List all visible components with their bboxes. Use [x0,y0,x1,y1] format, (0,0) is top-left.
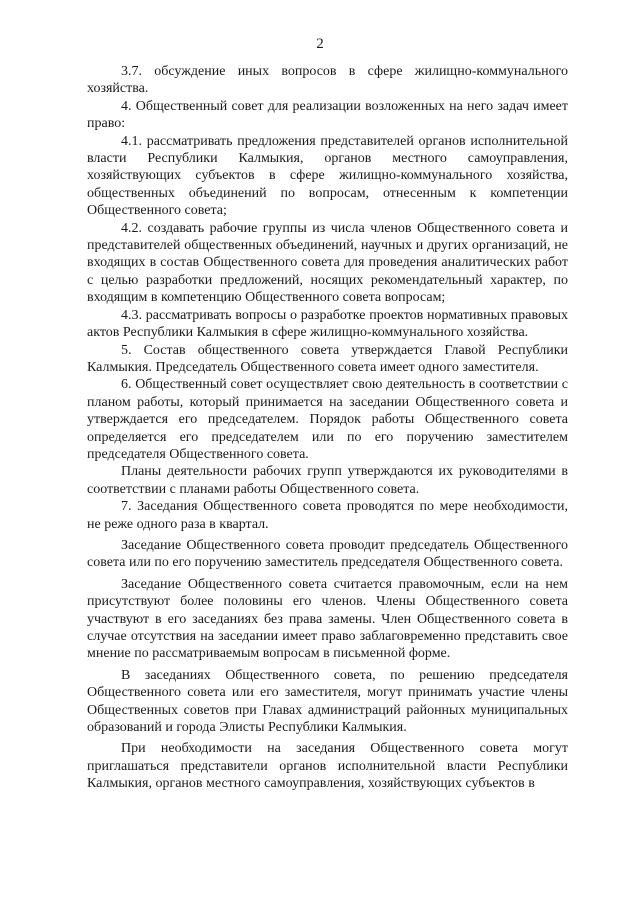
paragraph-invited-representatives: При необходимости на заседания Общественного совета могут приглашаться представители органов исполнительной власти Республики Калмыкия, органов местного самоуправления, хозяйствующих субъектов в [87,741,568,792]
paragraph-7: 7. Заседания Общественного совета проводятся по мере необходимости, не реже одного раза в квартал. [87,499,568,532]
paragraph-quorum: Заседание Общественного совета считается правомочным, если на нем присутствуют более половины его членов. Члены Общественного совета участвуют в его заседаниях без права замены. Член Общественного совета в случае отсутствия на заседании имеет право заблаговременно представить свое мнение по рассматриваемым вопросам в письменной форме. [87,576,568,662]
paragraph-5: 5. Состав общественного совета утверждается Главой Республики Калмыкия. Председатель Общественного совета имеет одного заместителя. [87,342,568,375]
paragraph-meeting-chair: Заседание Общественного совета проводит председатель Общественного совета или по его поручению заместитель председателя Общественного совета. [87,537,568,571]
document-body [87,63,568,793]
paragraph-4-1: 4.1. рассматривать предложения представителей органов исполнительной власти Республики Калмыкия, органов местного самоуправления, хозяйствующих субъектов в сфере жилищно-коммунального хозяйства, общественных объединений по вопросам, отнесенным к компетенции Общественного совета; [87,133,568,219]
paragraph-3-7: 3.7. обсуждение иных вопросов в сфере жилищно-коммунального хозяйства. [87,64,568,97]
paragraph-4: 4. Общественный совет для реализации возложенных на него задач имеет право: [87,98,568,132]
paragraph-working-group-plans: Планы деятельности рабочих групп утверждаются их руководителями в соответствии с планами работы Общественного совета. [87,464,568,497]
paragraph-4-3: 4.3. рассматривать вопросы о разработке проектов нормативных правовых актов Республики Калмыкия в сфере жилищно-коммунального хозяйства. [87,307,568,341]
paragraph-participants: В заседаниях Общественного совета, по решению председателя Общественного совета или его заместителя, могут принимать участие члены Общественных советов при Главах администраций районных муниципальных образований и города Элисты Республики Калмыкия. [87,667,568,736]
page-number: 2 [316,36,324,52]
paragraph-4-2: 4.2. создавать рабочие группы из числа членов Общественного совета и представителей общественных объединений, научных и других организаций, не входящих в состав Общественного совета для проведения аналитических работ с целью разработки предложений, носящих рекомендательный характер, по входящим в компетенцию Общественного совета вопросам; [87,220,568,306]
paragraph-6: 6. Общественный совет осуществляет свою деятельность в соответствии с планом работы, который принимается на заседании Общественного совета и утверждается его председателем. Порядок работы Общественного совета определяется его председателем или по его поручению заместителем председателя Общественного совета. [87,377,568,462]
